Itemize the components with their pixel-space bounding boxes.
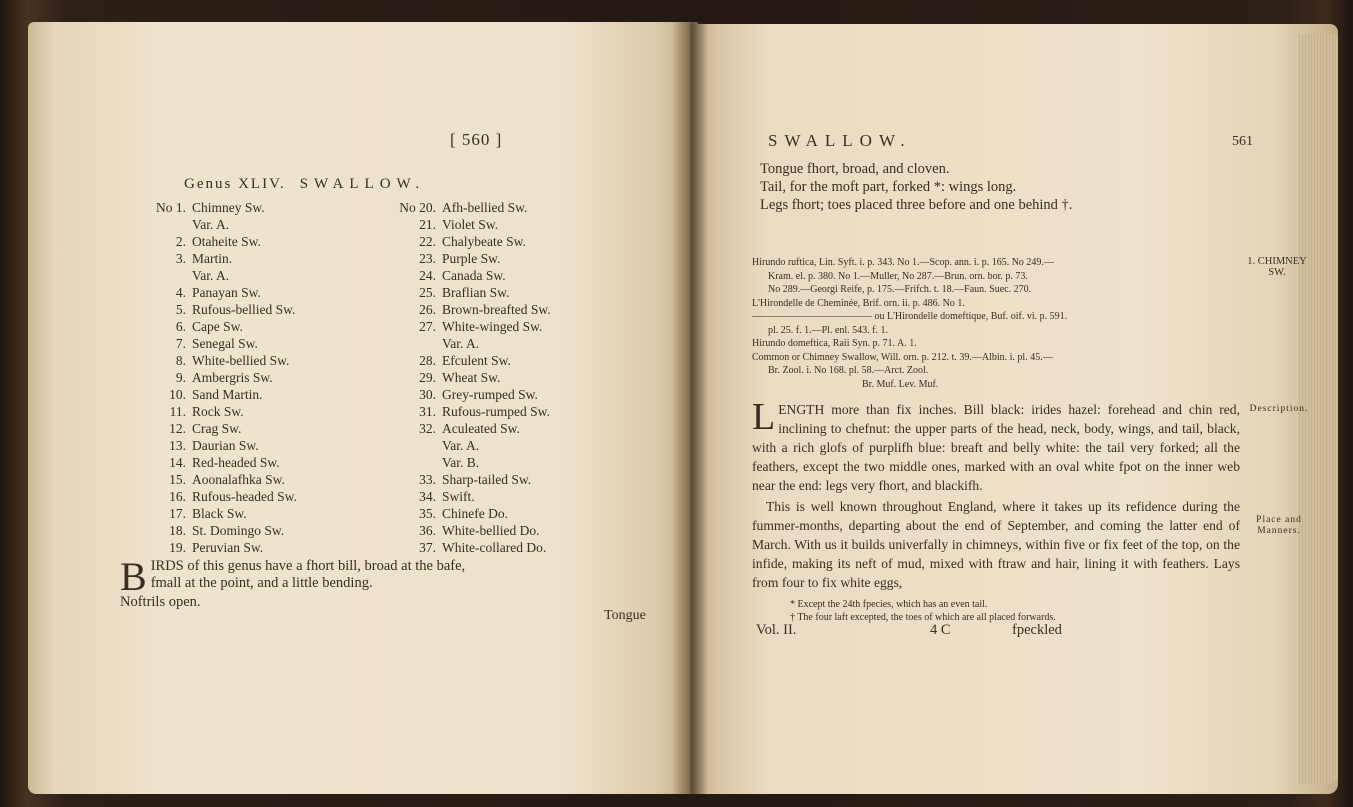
species-number: 25. [419,285,436,300]
species-number: 36. [419,523,436,538]
species-number: 17. [169,506,186,521]
place-text: This is well known throughout England, where it takes up its refidence during the fummer-months, departing about the end of September, and coming the latter end of March. With us it builds univerfally in chimneys, within five or fix feet of the top, on the infide, making its neft of mud, mixed with ftraw and hair, lining it with feathers. Lays from four to fix white eggs, [752,499,1240,590]
genus-label: Genus XLIV. [184,176,286,192]
species-number: 11. [169,404,186,419]
species-number: 21. [419,217,436,232]
species-number: No 1. [156,200,186,215]
catchword-right: fpeckled [1012,622,1062,638]
species-number: 8. [175,353,186,368]
book-gutter [672,22,708,794]
page-number-left: [ 560 ] [450,130,503,149]
genus-characters [760,160,1072,214]
species-name: Rufous-headed Sw. [192,489,297,504]
synonym-line: Br. Muf. Lev. Muf. [862,378,939,390]
species-number: 15. [169,472,186,487]
species-name: Aculeated Sw. [442,421,520,436]
species-number: 28. [419,353,436,368]
species-name: Var. A. [192,268,230,283]
species-name: Rock Sw. [192,404,244,419]
species-number: 29. [419,370,436,385]
species-number: 4. [175,285,186,300]
nostrils-text: Noftrils open. [120,594,201,610]
species-number: 7. [175,336,186,351]
description-text: ENGTH more than fix inches. Bill black: irides hazel: forehead and chin red, inclining to chefnut: the upper parts of the head, neck, body, wings, and tail, black, with a rich glofs of purplifh blue: breaft and belly white: the tail very forked; all the feathers, except the two middle ones, marked with an oval white fpot on the inner web near the end: legs very fhort, and blackifh. [752,402,1240,493]
species-number: 34. [419,489,436,504]
species-name: Afh-bellied Sw. [442,200,528,215]
genus-intro [120,554,660,599]
species-name: Braflian Sw. [442,285,510,300]
species-name: Canada Sw. [442,268,506,283]
synonym-line: Kram. el. p. 380. No 1.—Muller, No 287.—Brun. orn. bor. p. 73. [768,270,1028,282]
species-number: 32. [419,421,436,436]
species-number: 2. [175,234,186,249]
species-name: Rufous-bellied Sw. [192,302,296,317]
synonym-line: L'Hirondelle de Cheminée, Brif. orn. ii. p. 486. No 1. [752,297,965,309]
species-name: Aoonalafhka Sw. [192,472,285,487]
species-name: Chalybeate Sw. [442,234,526,249]
signature-mark: 4 C [930,622,951,638]
character-line: Tail, for the moft part, forked *: wings long. [760,179,1017,195]
species-name: Swift. [442,489,475,504]
margin-species-label: 1. CHIMNEY SW. [1247,256,1307,278]
catchword-left: Tongue [604,608,646,623]
species-number: 19. [169,540,186,555]
species-number: 30. [419,387,436,402]
synonym-line: No 289.—Georgi Reife, p. 175.—Frifch. t. 18.—Faun. Suec. 270. [768,284,1032,295]
species-number: 14. [169,455,186,470]
synonym-line: Hirundo domeftica, Raii Syn. p. 71. A. 1. [752,338,917,349]
intro-line-1: IRDS of this genus have a fhort bill, broad at the bafe, [150,558,466,574]
species-number: 18. [169,523,186,538]
species-name: St. Domingo Sw. [192,523,285,538]
species-name: Ambergris Sw. [192,370,273,385]
species-name: Sand Martin. [192,387,263,402]
genus-name: SWALLOW. [299,176,426,192]
species-number: 27. [419,319,436,334]
species-name: Chimney Sw. [192,200,265,215]
drop-cap: B [120,554,147,599]
species-name: Panayan Sw. [192,285,261,300]
species-number: 24. [419,268,436,283]
species-name: Cape Sw. [192,319,243,334]
species-number: 16. [169,489,186,504]
species-name: Sharp-tailed Sw. [442,472,532,487]
species-number: No 20. [399,200,436,215]
species-number: 9. [175,370,186,385]
volume-label: Vol. II. [756,622,797,638]
left-page [28,22,698,794]
synonym-line: ———————————— ou L'Hirondelle domeftique, Buf. oif. vi. p. 591. [752,311,1068,322]
footnotes [790,598,1056,624]
species-name: White-collared Do. [442,540,547,555]
species-number: 22. [419,234,436,249]
species-number: 6. [175,319,186,334]
description-block [752,396,1240,594]
species-name: White-bellied Do. [442,523,540,538]
species-name: Wheat Sw. [442,370,501,385]
species-name: Black Sw. [192,506,247,521]
species-name: Grey-rumped Sw. [442,387,538,402]
species-name: Senegal Sw. [192,336,258,351]
species-number: 3. [175,251,186,266]
species-number: 33. [419,472,436,487]
synonym-line: pl. 25. f. 1.—Pl. enl. 543. f. 1. [768,324,888,336]
species-name: Crag Sw. [192,421,242,436]
species-number: 13. [169,438,186,453]
species-number: 5. [175,302,186,317]
species-name: Peruvian Sw. [192,540,264,555]
species-name: Violet Sw. [442,217,499,232]
synonym-line: Hirundo ruftica, Lin. Syft. i. p. 343. No 1.—Scop. ann. i. p. 165. No 249.— [752,257,1054,268]
footnote: * Except the 24th fpecies, which has an even tail. [790,599,988,610]
footnote: † The four laft excepted, the toes of which are all placed forwards. [790,612,1056,623]
species-name: Martin. [192,251,233,266]
species-number: 31. [419,404,436,419]
species-name: White-bellied Sw. [192,353,290,368]
intro-line-2: fmall at the point, and a little bending. [150,575,373,591]
species-name: Efculent Sw. [442,353,511,368]
species-name: Purple Sw. [442,251,501,266]
species-number: 23. [419,251,436,266]
species-number: 10. [169,387,186,402]
margin-description-label: Description. [1249,404,1309,414]
synonymy-block [752,256,1232,391]
drop-cap: L [752,396,776,438]
species-name: Var. A. [442,438,480,453]
species-name: Chinefe Do. [442,506,508,521]
species-number: 12. [169,421,186,436]
species-number: 37. [419,540,436,555]
species-name: Otaheite Sw. [192,234,261,249]
character-line: Tongue fhort, broad, and cloven. [760,161,950,177]
margin-place-label: Place and Manners. [1256,515,1302,536]
species-name: Var. A. [192,217,230,232]
species-number: 26. [419,302,436,317]
page-number-right: 561 [1232,134,1253,149]
running-head: SWALLOW. [768,131,912,150]
species-name: Rufous-rumped Sw. [442,404,550,419]
genus-heading [184,176,425,193]
character-line: Legs fhort; toes placed three before and one behind †. [760,197,1073,213]
species-name: Brown-breafted Sw. [442,302,551,317]
species-name: Var. B. [442,455,480,470]
species-name: Var. A. [442,336,480,351]
species-name: White-winged Sw. [442,319,543,334]
synonym-line: Common or Chimney Swallow, Will. orn. p. 212. t. 39.—Albin. i. pl. 45.— [752,351,1053,363]
species-number: 35. [419,506,436,521]
synonym-line: Br. Zool. i. No 168. pl. 58.—Arct. Zool. [768,365,929,376]
species-name: Red-headed Sw. [192,455,280,470]
species-name: Daurian Sw. [192,438,259,453]
